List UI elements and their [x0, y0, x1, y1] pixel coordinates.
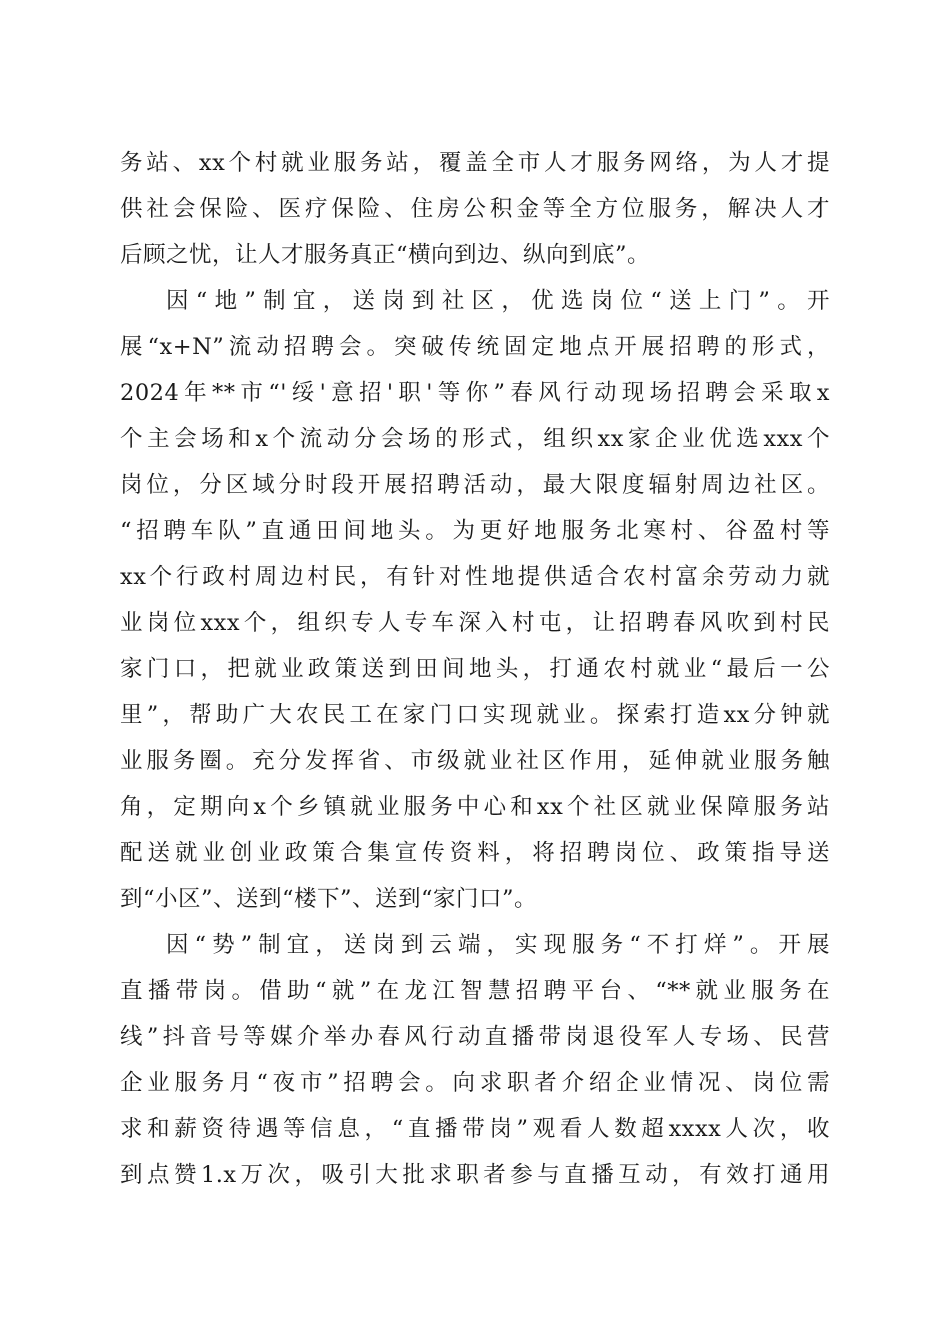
text-line: 家门口，把就业政策送到田间地头，打通农村就业“最后一公: [120, 656, 830, 682]
text-line: 后顾之忧，让人才服务真正“横向到边、纵向到底”。: [120, 242, 651, 268]
text-line: “招聘车队”直通田间地头。为更好地服务北寒村、谷盈村等: [120, 518, 830, 544]
text-line: 业岗位xxx个，组织专人专车深入村屯，让招聘春风吹到村民: [120, 610, 830, 636]
text-line: 求和薪资待遇等信息，“直播带岗”观看人数超xxxx人次，收: [120, 1116, 830, 1142]
paragraph-heading-line: 因“势”制宜，送岗到云端，实现服务“不打烊”。开展: [166, 932, 830, 958]
text-line: 线”抖音号等媒介举办春风行动直播带岗退役军人专场、民营: [120, 1024, 830, 1050]
text-line: 到点赞1.x万次，吸引大批求职者参与直播互动，有效打通用: [120, 1162, 830, 1188]
text-line: 供社会保险、医疗保险、住房公积金等全方位服务，解决人才: [120, 196, 830, 222]
text-line: xx个行政村周边村民，有针对性地提供适合农村富余劳动力就: [120, 564, 830, 590]
paragraph-heading-line: 因“地”制宜，送岗到社区，优选岗位“送上门”。开: [166, 288, 830, 314]
text-line: 业服务圈。充分发挥省、市级就业社区作用，延伸就业服务触: [120, 748, 830, 774]
text-line: 到“小区”、送到“楼下”、送到“家门口”。: [120, 886, 538, 912]
text-line: 2024年**市“'绥'意招'职'等你”春风行动现场招聘会采取x: [120, 380, 830, 406]
text-line: 岗位，分区域分时段开展招聘活动，最大限度辐射周边社区。: [120, 472, 830, 498]
text-line: 展“x+N”流动招聘会。突破传统固定地点开展招聘的形式，: [120, 334, 830, 360]
text-line: 企业服务月“夜市”招聘会。向求职者介绍企业情况、岗位需: [120, 1070, 830, 1096]
text-line: 个主会场和x个流动分会场的形式，组织xx家企业优选xxx个: [120, 426, 830, 452]
text-line: 角，定期向x个乡镇就业服务中心和xx个社区就业保障服务站: [120, 794, 830, 820]
text-line: 务站、xx个村就业服务站，覆盖全市人才服务网络，为人才提: [120, 150, 830, 176]
text-line: 配送就业创业政策合集宣传资料，将招聘岗位、政策指导送: [120, 840, 830, 866]
text-line: 里”，帮助广大农民工在家门口实现就业。探索打造xx分钟就: [120, 702, 830, 728]
text-line: 直播带岗。借助“就”在龙江智慧招聘平台、“**就业服务在: [120, 978, 830, 1004]
